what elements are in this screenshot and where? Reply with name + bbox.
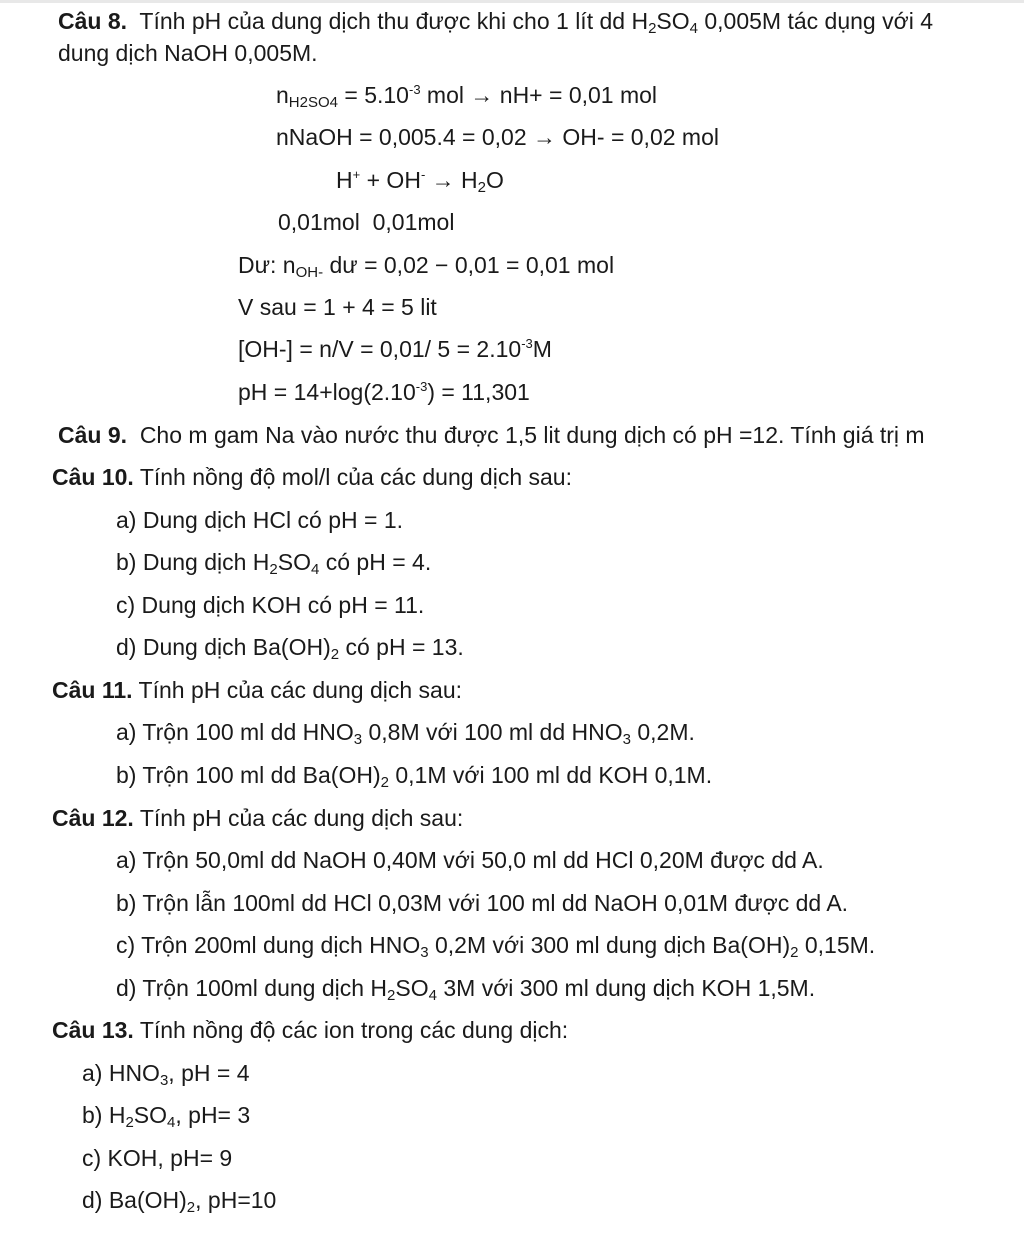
solution-step-2: nNaOH = 0,005.4 = 0,02 → OH- = 0,02 mol (276, 124, 719, 150)
q13-line (52, 1015, 568, 1045)
solution-step-5 (238, 250, 614, 280)
step-text: pH = 14+log(2.10 (238, 379, 416, 405)
step-text: = 5.10 (338, 82, 409, 108)
step-sup: -3 (415, 379, 428, 394)
q10-item-b (116, 547, 431, 577)
item-text: SO (395, 975, 429, 1001)
item-text: a) Trộn 100 ml dd HNO (116, 719, 354, 745)
step-text: dư = 0,02 − 0,01 = 0,01 mol (323, 252, 615, 278)
item-sub: 3 (159, 1072, 169, 1089)
q8-text: SO (656, 8, 690, 34)
q9-number: Câu 9. (58, 422, 128, 448)
q8-line2: dung dịch NaOH 0,005M. (58, 40, 318, 66)
q13-number: Câu 13. (52, 1017, 134, 1043)
item-sub: 4 (311, 561, 320, 578)
q12-item-a: a) Trộn 50,0ml dd NaOH 0,40M với 50,0 ml dd HCl 0,20M được dd A. (116, 847, 824, 873)
q12-number: Câu 12. (52, 805, 134, 831)
solution-step-4: 0,01mol 0,01mol (278, 209, 455, 235)
step-sup: - (420, 167, 426, 182)
item-sub: 3 (622, 731, 631, 748)
q12-item-d (116, 973, 815, 1003)
step-text: + OH (360, 167, 421, 193)
q9-line (58, 420, 925, 450)
q8-number: Câu 8. (58, 8, 128, 34)
step-text: Dư: n (238, 252, 296, 278)
step-sup: + (352, 167, 361, 182)
item-text: , pH = 4 (168, 1060, 250, 1086)
item-text: , pH=10 (195, 1187, 277, 1213)
step-sub: OH- (295, 264, 324, 281)
q13-item-d (82, 1185, 276, 1215)
item-text: SO (133, 1102, 168, 1128)
step-sub: 2 (477, 179, 487, 196)
item-text: 0,2M với 300 ml dung dịch Ba(OH) (428, 932, 791, 958)
step-text: ) = 11,301 (427, 379, 530, 405)
step-text: O (486, 167, 504, 193)
q10-item-a: a) Dung dịch HCl có pH = 1. (116, 507, 403, 533)
q13-item-b (82, 1100, 250, 1130)
item-sub: 2 (269, 561, 278, 578)
q11-item-b (116, 760, 712, 790)
step-sup: -3 (408, 82, 421, 97)
step-text: mol → nH+ = 0,01 mol (420, 82, 658, 108)
q8-text: Tính pH của dung dịch thu được khi cho 1 lít dd H (139, 8, 649, 34)
item-text: b) H (82, 1102, 126, 1128)
item-sub: 4 (167, 1114, 176, 1131)
q13-item-a (82, 1058, 249, 1088)
q12-item-b: b) Trộn lẫn 100ml dd HCl 0,03M với 100 ml dd NaOH 0,01M được dd A. (116, 890, 849, 916)
q12-item-c (116, 930, 875, 960)
solution-step-7 (238, 334, 552, 364)
item-sub: 2 (330, 646, 340, 663)
item-sub: 4 (428, 987, 437, 1004)
item-text: c) Trộn 200ml dung dịch HNO (116, 932, 421, 958)
solution-step-1 (276, 80, 657, 110)
q13-item-c: c) KOH, pH= 9 (82, 1145, 233, 1171)
q8-sub: 4 (689, 20, 698, 37)
q11-line (52, 675, 462, 705)
item-sub: 2 (790, 944, 799, 961)
q11-item-a (116, 717, 695, 747)
q8-text: 0,005M tác dụng với 4 (697, 8, 933, 34)
q13-text: Tính nồng độ các ion trong các dung dịch: (139, 1017, 569, 1043)
q12-text: Tính pH của các dung dịch sau: (139, 805, 464, 831)
solution-step-8 (238, 377, 530, 407)
item-text: b) Trộn 100 ml dd Ba(OH) (116, 762, 381, 788)
item-text: a) HNO (82, 1060, 160, 1086)
item-sub: 2 (387, 987, 396, 1004)
item-text: b) Dung dịch H (116, 549, 270, 575)
item-text: có pH = 13. (339, 634, 464, 660)
q8-sub: 2 (648, 20, 657, 37)
solution-step-6: V sau = 1 + 4 = 5 lit (238, 294, 437, 320)
solution-step-3 (336, 165, 504, 195)
step-text: H (336, 167, 353, 193)
q8-line1 (58, 6, 933, 36)
q11-number: Câu 11. (52, 677, 133, 703)
item-text: SO (277, 549, 311, 575)
q10-number: Câu 10. (52, 464, 134, 490)
q10-item-d (116, 632, 464, 662)
q12-line (52, 803, 463, 833)
item-text: 0,1M với 100 ml dd KOH 0,1M. (388, 762, 713, 788)
step-text: [OH-] = n/V = 0,01/ 5 = 2.10 (238, 336, 522, 362)
item-sub: 3 (353, 731, 363, 748)
item-text: d) Trộn 100ml dung dịch H (116, 975, 388, 1001)
item-text: d) Dung dịch Ba(OH) (116, 634, 331, 660)
item-text: 0,8M với 100 ml dd HNO (362, 719, 623, 745)
step-sup: -3 (521, 336, 533, 351)
item-sub: 3 (420, 944, 429, 961)
top-border (0, 0, 1024, 3)
item-text: d) Ba(OH) (82, 1187, 187, 1213)
item-text: 3M với 300 ml dung dịch KOH 1,5M. (436, 975, 816, 1001)
step-text: n (276, 82, 289, 108)
q10-item-c: c) Dung dịch KOH có pH = 11. (116, 592, 425, 618)
item-sub: 2 (186, 1199, 196, 1216)
q11-text: Tính pH của các dung dịch sau: (138, 677, 463, 703)
item-text: , pH= 3 (175, 1102, 251, 1128)
step-text: M (532, 336, 552, 362)
item-text: 0,15M. (798, 932, 876, 958)
q10-line (52, 462, 572, 492)
item-sub: 2 (380, 774, 389, 791)
item-sub: 2 (125, 1114, 134, 1131)
q10-text: Tính nồng độ mol/l của các dung dịch sau: (139, 464, 572, 490)
step-text: → H (425, 167, 478, 193)
step-sub: H2SO4 (288, 94, 338, 111)
q9-text: Cho m gam Na vào nước thu được 1,5 lit dung dịch có pH =12. Tính giá trị m (139, 422, 925, 448)
item-text: có pH = 4. (319, 549, 432, 575)
item-text: 0,2M. (630, 719, 695, 745)
